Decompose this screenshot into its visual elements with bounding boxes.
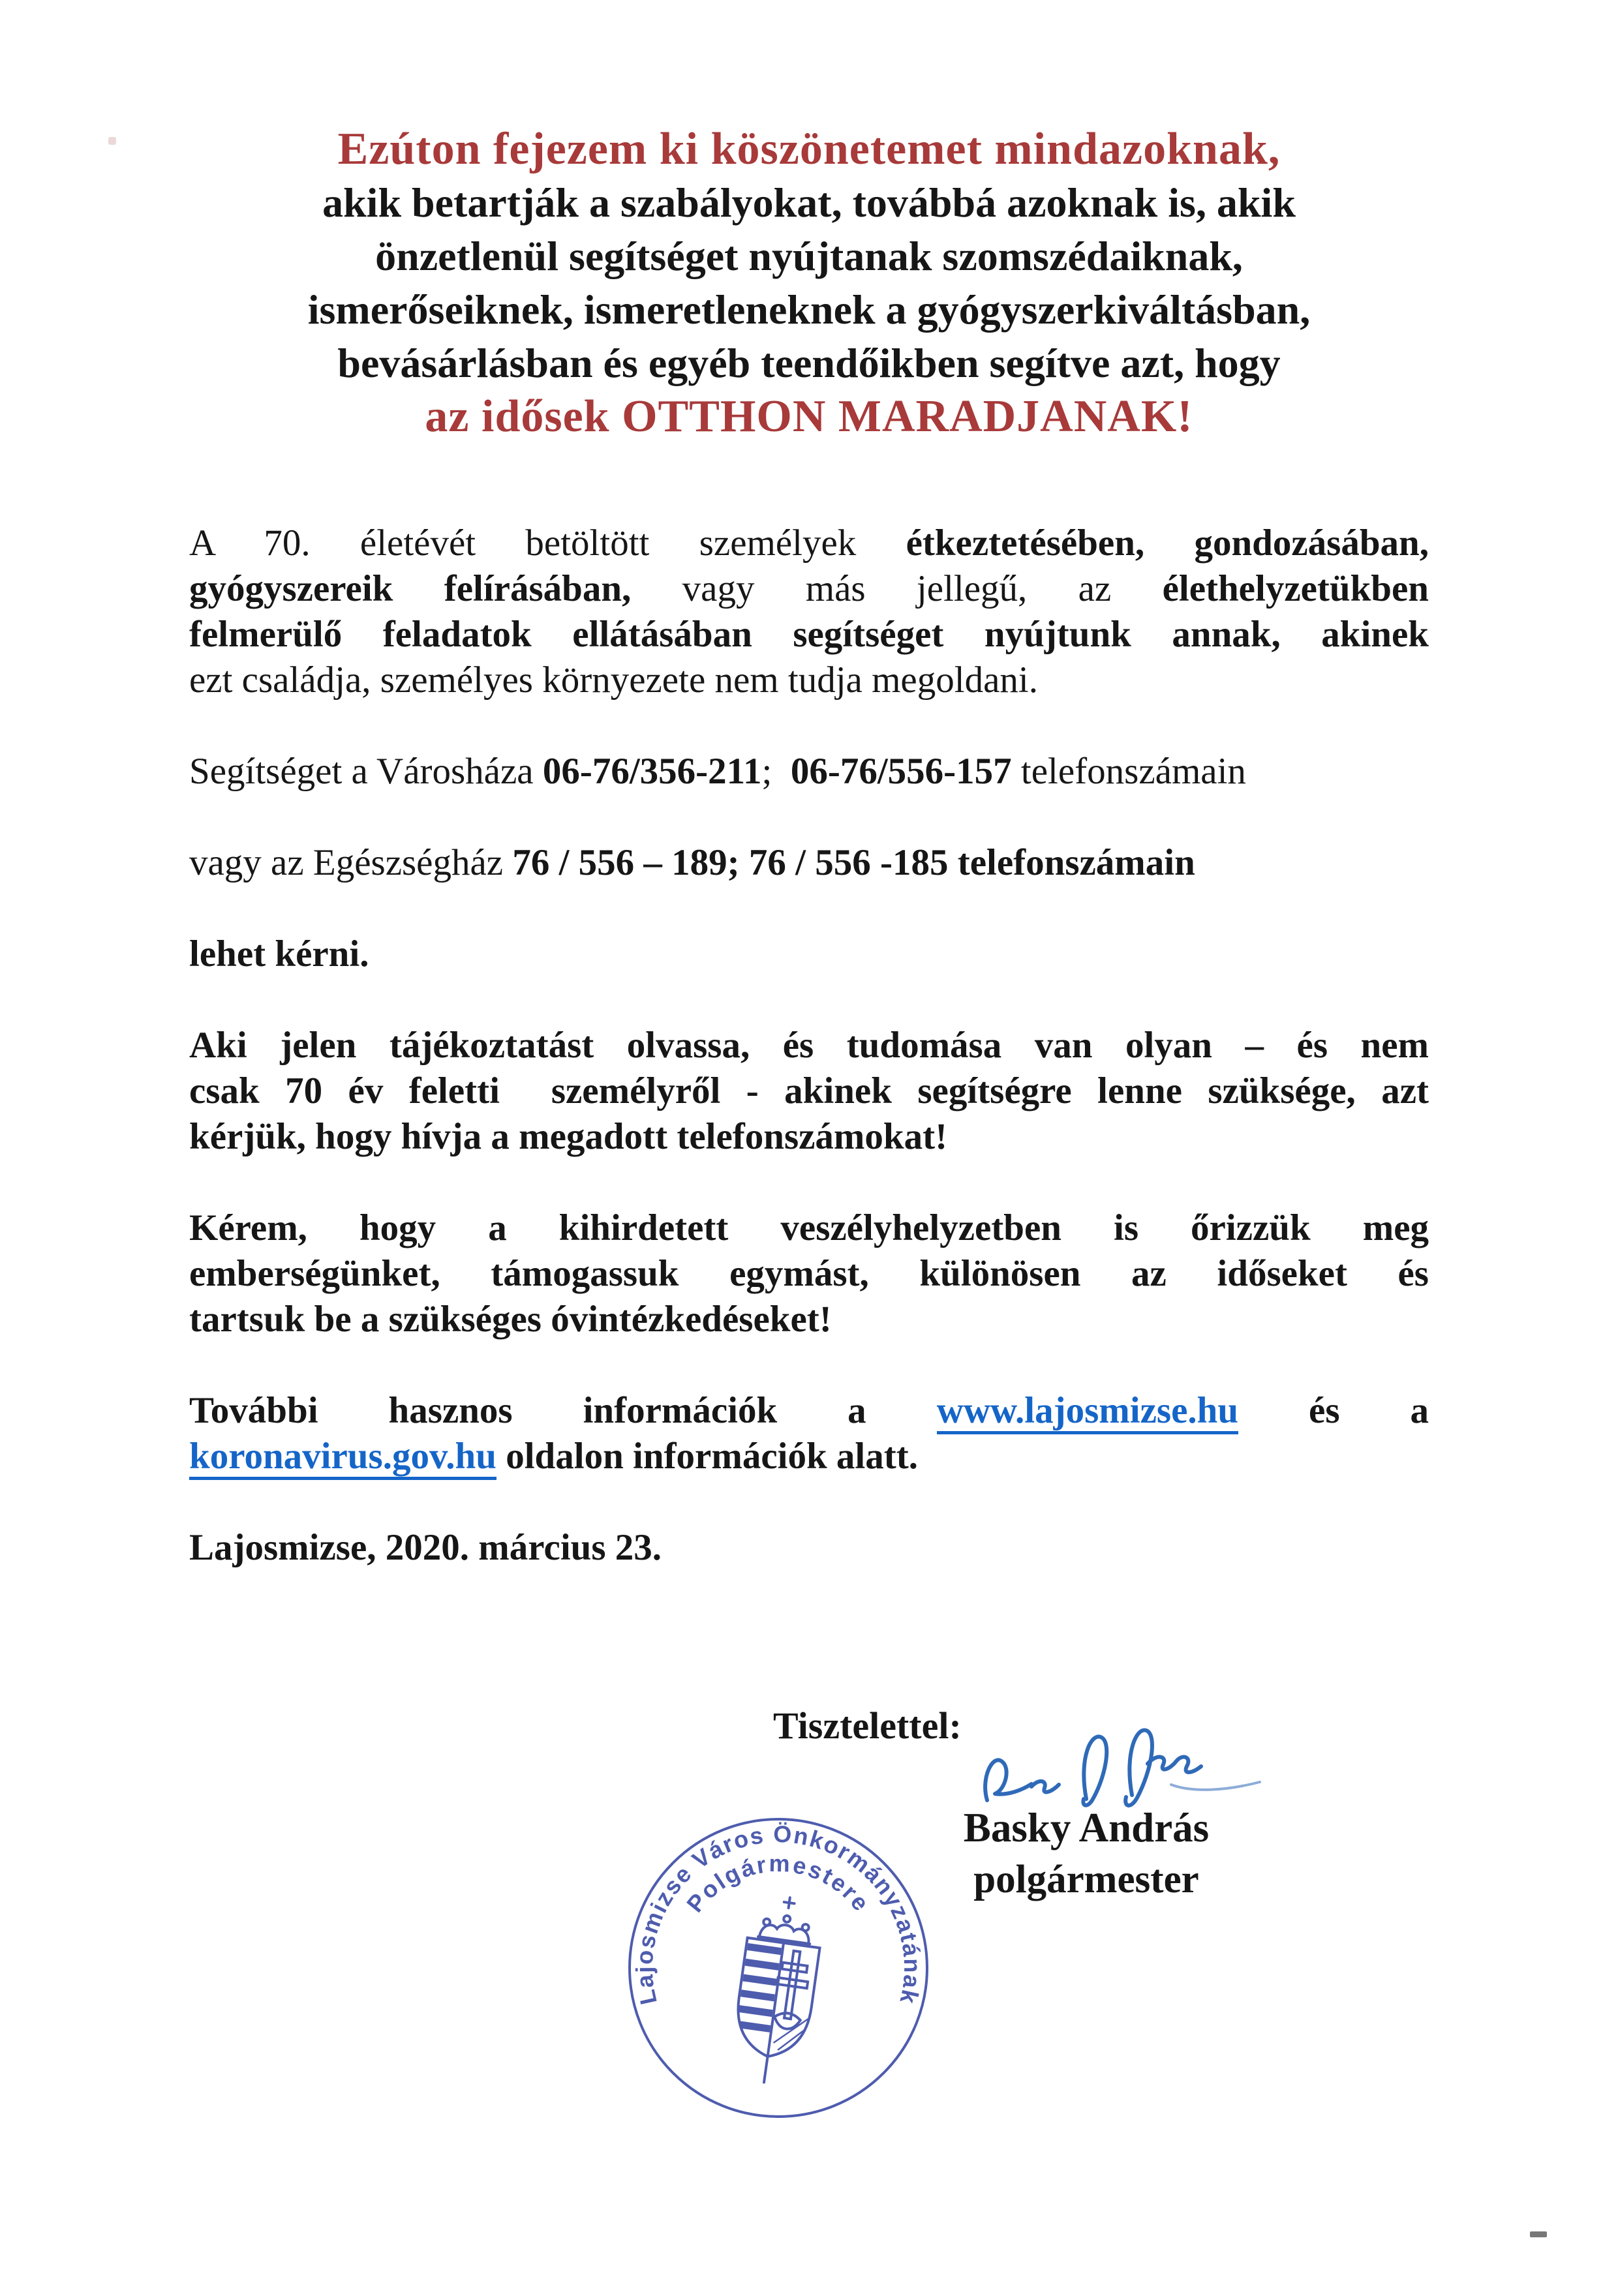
date-line: Lajosmizse, 2020. március 23.	[189, 1527, 662, 1568]
text-run: Segítséget a Városháza	[189, 751, 543, 792]
text-run: ezt családja, személyes környezete nem tudja megoldani.	[189, 659, 1038, 701]
title-line-3: önzetlenül segítséget nyújtanak szomszédaiknak,	[375, 233, 1243, 279]
text-run: oldalon információk alatt.	[496, 1436, 918, 1477]
document-content	[189, 0, 1429, 1571]
para-aki-jelen	[189, 1023, 1429, 1160]
text-run: étkeztetésében, gondozásában,	[906, 522, 1429, 564]
hungarian-coat-of-arms-icon	[728, 1892, 827, 2087]
para-phone-cityhall-line-1	[189, 749, 1429, 794]
para-tovabbi-info-line-1	[189, 1388, 1429, 1434]
scan-artifact-dot	[108, 137, 116, 145]
text-run: lehet kérni.	[189, 933, 369, 974]
text-run: Kérem, hogy a kihirdetett veszélyhelyzetben is őrizzük meg	[189, 1207, 1429, 1248]
para-phone-cityhall	[189, 749, 1429, 794]
text-run: és a	[1238, 1390, 1429, 1431]
link-www.lajosmizse.hu[interactable]: www.lajosmizse.hu	[937, 1390, 1238, 1434]
text-run: telefonszámain	[1011, 751, 1246, 792]
stamp-outer-arc-text: Lajosmizse Város Önkormányzatának	[630, 1820, 926, 2008]
para-kerem-line-1	[189, 1205, 1429, 1251]
text-run: ;	[761, 751, 791, 792]
para-lehet-kerni	[189, 931, 1429, 977]
para-tovabbi-info-line-2	[189, 1434, 1429, 1479]
title-line-4: ismerőseiknek, ismeretleneknek a gyógyszerkiváltásban,	[307, 286, 1311, 333]
signer-role: polgármester	[973, 1858, 1199, 1901]
title-line-1: Ezúton fejezem ki köszönetemet mindazoknak,	[337, 124, 1281, 174]
title-line-5: bevásárlásban és egyéb teendőikben segítve azt, hogy	[337, 340, 1281, 386]
link-koronavirus.gov.hu[interactable]: koronavirus.gov.hu	[189, 1436, 496, 1480]
closing-name-block	[939, 1802, 1233, 1906]
para-care-line-4	[189, 657, 1429, 703]
text-run: Aki jelen tájékoztatást olvassa, és tudomása van olyan – és nem	[189, 1025, 1429, 1066]
text-run: vagy más jellegű, az	[631, 568, 1163, 609]
para-kerem-line-2	[189, 1251, 1429, 1297]
text-run: További hasznos információk a	[189, 1390, 937, 1431]
text-run: tartsuk be a szükséges óvintézkedéseket!	[189, 1299, 832, 1340]
text-run: 06-76/556-157	[790, 751, 1012, 792]
para-phone-healthhouse-line-1	[189, 840, 1429, 886]
text-run: 06-76/356-211	[542, 751, 762, 792]
para-tovabbi-info	[189, 1388, 1429, 1479]
text-run: csak 70 év feletti személyről - akinek segítségre lenne szüksége, azt	[189, 1070, 1429, 1111]
para-phone-healthhouse	[189, 840, 1429, 886]
para-care-line-2	[189, 566, 1429, 612]
text-run: élethelyzetükben	[1162, 568, 1429, 609]
para-aki-jelen-line-3	[189, 1114, 1429, 1160]
stamp-inner-arc-text: Polgármestere	[681, 1849, 876, 1918]
signer-name: Basky András	[963, 1805, 1210, 1850]
para-care	[189, 521, 1429, 703]
title-line-6: az idősek OTTHON MARADJANAK!	[425, 391, 1193, 442]
title-line-2: akik betartják a szabályokat, továbbá azoknak is, akik	[322, 179, 1296, 226]
para-care-line-1	[189, 521, 1429, 566]
official-stamp	[626, 1812, 930, 2125]
para-aki-jelen-line-2	[189, 1068, 1429, 1114]
text-run: gyógyszereik felírásában,	[189, 568, 632, 609]
text-run: kérjük, hogy hívja a megadott telefonszámokat!	[189, 1116, 948, 1157]
para-care-line-3	[189, 612, 1429, 657]
paragraphs	[189, 521, 1429, 1479]
para-kerem-line-3	[189, 1297, 1429, 1342]
text-run: felmerülő feladatok ellátásában segítséget nyújtunk annak, akinek	[189, 614, 1429, 655]
title-block	[189, 0, 1429, 444]
para-lehet-kerni-line-1	[189, 931, 1429, 977]
scan-artifact-dash	[1530, 2231, 1547, 2237]
text-run: vagy az Egészségház	[189, 842, 513, 883]
para-aki-jelen-line-1	[189, 1023, 1429, 1068]
text-run: A 70. életévét betöltött személyek	[189, 522, 906, 564]
text-run: emberségünket, támogassuk egymást, különösen az időseket és	[189, 1253, 1429, 1294]
para-kerem	[189, 1205, 1429, 1342]
text-run: 76 / 556 – 189; 76 / 556 -185 telefonszámain	[512, 842, 1195, 883]
closing-salutation: Tisztelettel:	[773, 1704, 962, 1747]
